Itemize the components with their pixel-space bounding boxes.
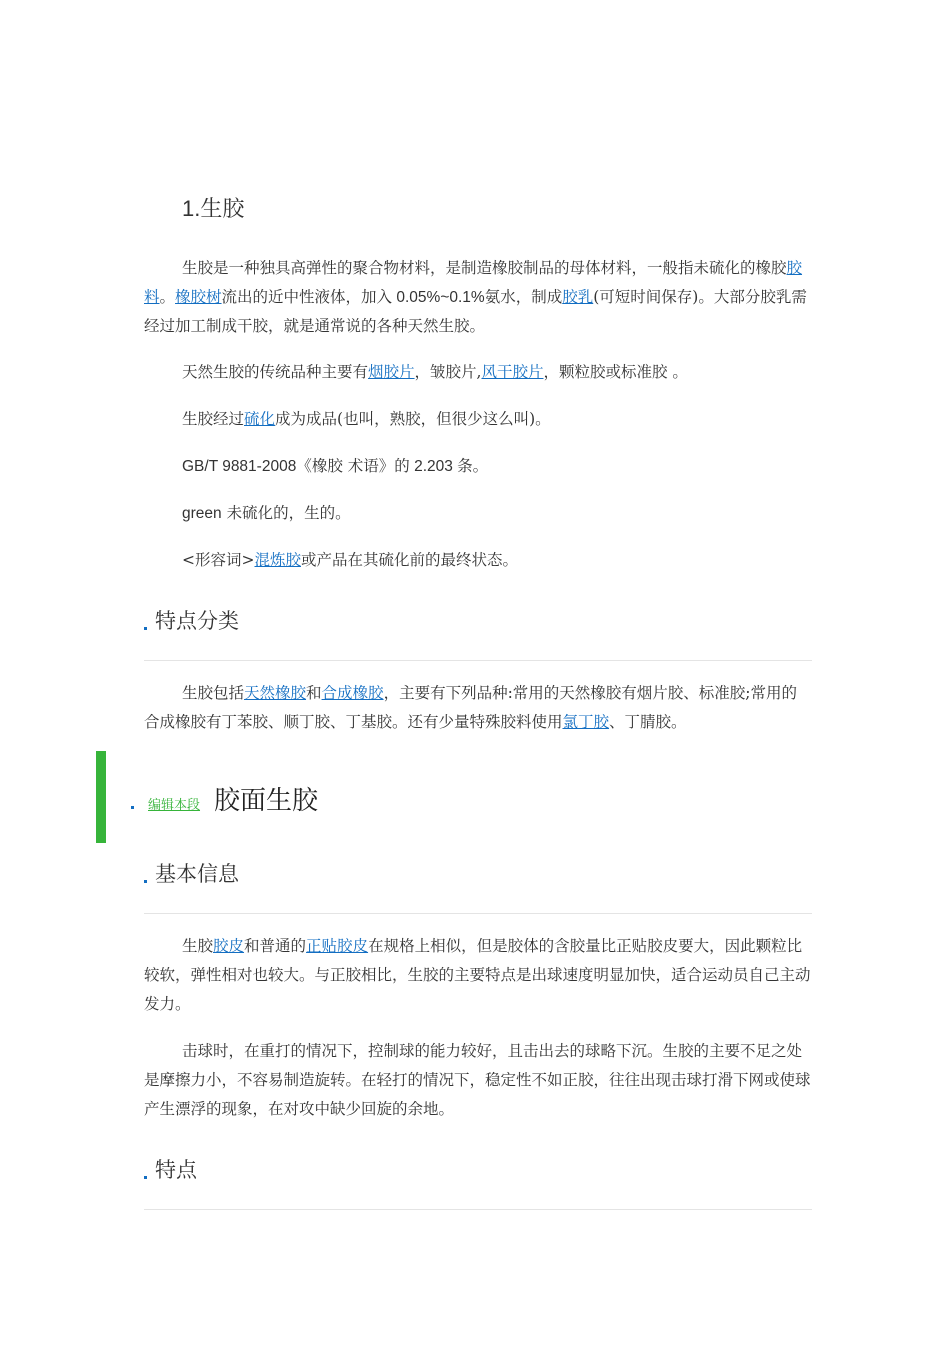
link-tianran-xiangjiao[interactable]: 天然橡胶 [244, 684, 307, 702]
intro-paragraph-6: <形容词>混炼胶或产品在其硫化前的最终状态。 [182, 551, 519, 569]
intro-paragraph-4: GB/T 9881-2008《橡胶 术语》的 2.203 条。 [182, 457, 489, 475]
intro-paragraph-5: green 未硫化的，生的。 [182, 504, 351, 522]
link-hunlianjiao[interactable]: 混炼胶 [254, 551, 301, 569]
link-hecheng-xiangjiao[interactable]: 合成橡胶 [321, 684, 384, 702]
anchor-dot-icon[interactable] [144, 627, 147, 630]
anchor-dot-icon[interactable] [144, 1176, 147, 1179]
link-zhengtie-jiaopi[interactable]: 正贴胶皮 [306, 937, 369, 955]
features-class-paragraph: 生胶包括天然橡胶和合成橡胶，主要有下列品种:常用的天然橡胶有烟片胶、标准胶;常用的合成橡胶有丁苯胶、顺丁胶、丁基胶。还有少量特殊胶料使用氯丁胶、丁腈胶。 [144, 684, 798, 731]
chapter-heading [131, 781, 318, 826]
divider [144, 660, 812, 661]
section-title: 1.生胶 [182, 196, 245, 222]
link-yanjiaopian[interactable]: 烟胶片 [368, 363, 415, 381]
link-jiaopi[interactable]: 胶皮 [213, 937, 245, 955]
subsection-heading-features-class: 特点分类 [144, 606, 812, 636]
basic-info-paragraph-2: 击球时，在重打的情况下，控制球的能力较好，且击出去的球略下沉。生胶的主要不足之处是摩擦力小，不容易制造旋转。在轻打的情况下，稳定性不如正胶，往往出现击球打滑下网或使球产生漂浮的现象，在对攻中缺少回旋的余地。 [144, 1042, 811, 1118]
intro-paragraph-1: 生胶是一种独具高弹性的聚合物材料，是制造橡胶制品的母体材料，一般指未硫化的橡胶胶料。橡胶树流出的近中性液体，加入 0.05%~0.1%氨水，制成胶乳(可短时间保存)。大部分胶乳需经过加工制成干胶，就是通常说的各种天然生胶。 [144, 259, 807, 335]
intro-paragraph-3: 生胶经过硫化成为成品(也叫，熟胶，但很少这么叫)。 [182, 410, 551, 428]
link-xiangjiaoshu[interactable]: 橡胶树 [175, 288, 222, 306]
link-fenggan-jiaopian[interactable]: 风干胶片 [481, 363, 544, 381]
anchor-dot-icon[interactable] [131, 806, 134, 809]
link-jiaoru[interactable]: 胶乳 [562, 288, 594, 306]
intro-paragraph-2: 天然生胶的传统品种主要有烟胶片，皱胶片,风干胶片，颗粒胶或标准胶 。 [182, 363, 688, 381]
chapter-title: 胶面生胶 [214, 786, 319, 816]
basic-info-paragraph-1: 生胶胶皮和普通的正贴胶皮在规格上相似，但是胶体的含胶量比正贴胶皮要大，因此颗粒比较软，弹性相对也较大。与正胶相比，生胶的主要特点是出球速度明显加快，适合运动员自己主动发力。 [144, 937, 811, 1013]
link-ludingjiao[interactable]: 氯丁胶 [562, 713, 610, 731]
subsection-heading-features: 特点 [144, 1155, 812, 1185]
divider [144, 1209, 812, 1210]
anchor-dot-icon[interactable] [144, 880, 147, 883]
link-jiaoliao[interactable]: 胶料 [144, 259, 803, 306]
chapter-accent-bar [96, 751, 106, 843]
divider [144, 913, 812, 914]
subsection-heading-basic-info: 基本信息 [144, 859, 812, 889]
edit-section-link[interactable]: 编辑本段 [148, 798, 201, 813]
link-liuhua[interactable]: 硫化 [244, 410, 276, 428]
